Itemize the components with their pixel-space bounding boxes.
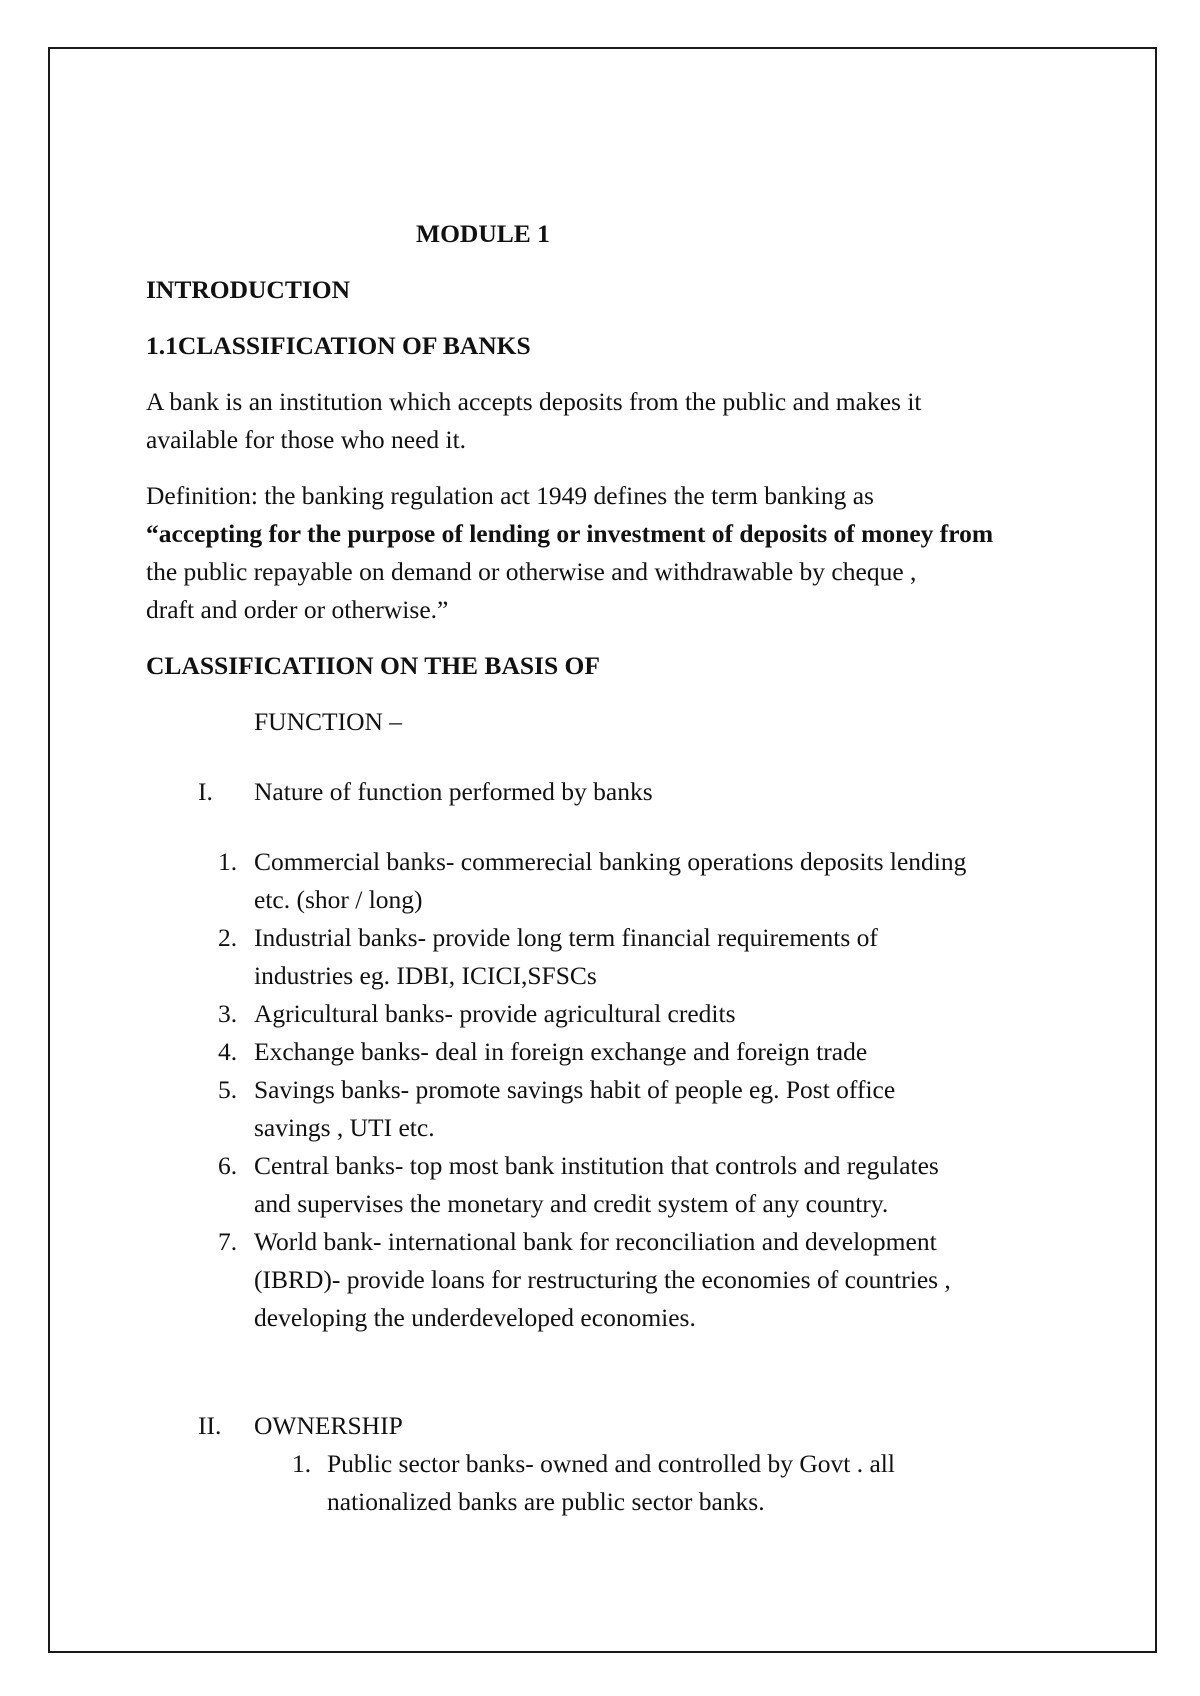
paragraph-line: available for those who need it. xyxy=(146,425,467,454)
list-number: 1. xyxy=(292,1449,312,1478)
list-item xyxy=(146,1445,1076,1521)
list-number: 3. xyxy=(218,999,238,1028)
bank-intro-paragraph xyxy=(146,383,1076,459)
list-item xyxy=(146,1223,1076,1337)
list-item-line: (IBRD)- provide loans for restructuring the economies of countries , xyxy=(254,1265,951,1294)
list-number: 1. xyxy=(218,847,238,876)
definition-quote-line: draft and order or otherwise.” xyxy=(146,595,449,624)
list-item-line: Commercial banks- commerecial banking operations deposits lending xyxy=(254,847,967,876)
roman-numeral: II. xyxy=(198,1411,222,1440)
definition-paragraph xyxy=(146,477,1076,629)
list-item-line: Public sector banks- owned and controlled by Govt . all xyxy=(327,1449,895,1478)
intro-heading: INTRODUCTION xyxy=(146,275,351,304)
document-body xyxy=(146,200,1076,1521)
paragraph-line: Definition: the banking regulation act 1949 defines the term banking as xyxy=(146,481,874,510)
list-item xyxy=(146,1071,1076,1147)
roman-section-one xyxy=(146,773,1076,811)
function-label: FUNCTION – xyxy=(254,707,403,736)
list-number: 5. xyxy=(218,1075,238,1104)
list-item-line: World bank- international bank for reconciliation and development xyxy=(254,1227,937,1256)
list-item-line: developing the underdeveloped economies. xyxy=(254,1303,696,1332)
list-item-line: nationalized banks are public sector banks. xyxy=(327,1487,765,1516)
ownership-list xyxy=(146,1445,1076,1521)
list-item xyxy=(146,995,1076,1033)
list-item-line: savings , UTI etc. xyxy=(254,1113,435,1142)
list-item-line: etc. (shor / long) xyxy=(254,885,423,914)
paragraph-line: A bank is an institution which accepts deposits from the public and makes it xyxy=(146,387,922,416)
definition-quote-line: the public repayable on demand or otherwise and withdrawable by cheque , xyxy=(146,557,917,586)
list-item-line: Central banks- top most bank institution that controls and regulates xyxy=(254,1151,939,1180)
list-item-line: and supervises the monetary and credit system of any country. xyxy=(254,1189,889,1218)
roman-section-title: OWNERSHIP xyxy=(254,1411,403,1440)
roman-numeral: I. xyxy=(198,777,213,806)
roman-section-two xyxy=(146,1407,1076,1445)
module-title: MODULE 1 xyxy=(416,219,550,248)
roman-section-title: Nature of function performed by banks xyxy=(254,777,653,806)
list-item-line: industries eg. IDBI, ICICI,SFSCs xyxy=(254,961,597,990)
list-item xyxy=(146,843,1076,919)
list-item xyxy=(146,919,1076,995)
section-heading: 1.1CLASSIFICATION OF BANKS xyxy=(146,331,531,360)
list-number: 4. xyxy=(218,1037,238,1066)
definition-quote-line: “accepting for the purpose of lending or investment of deposits of money from xyxy=(146,519,994,548)
list-item-line: Exchange banks- deal in foreign exchange and foreign trade xyxy=(254,1037,868,1066)
list-item-line: Industrial banks- provide long term financial requirements of xyxy=(254,923,878,952)
list-item xyxy=(146,1147,1076,1223)
list-number: 2. xyxy=(218,923,238,952)
list-number: 7. xyxy=(218,1227,238,1256)
list-item-line: Savings banks- promote savings habit of people eg. Post office xyxy=(254,1075,896,1104)
function-list xyxy=(146,843,1076,1337)
list-item-line: Agricultural banks- provide agricultural credits xyxy=(254,999,736,1028)
basis-heading: CLASSIFICATIION ON THE BASIS OF xyxy=(146,651,600,680)
list-item xyxy=(146,1033,1076,1071)
list-number: 6. xyxy=(218,1151,238,1180)
